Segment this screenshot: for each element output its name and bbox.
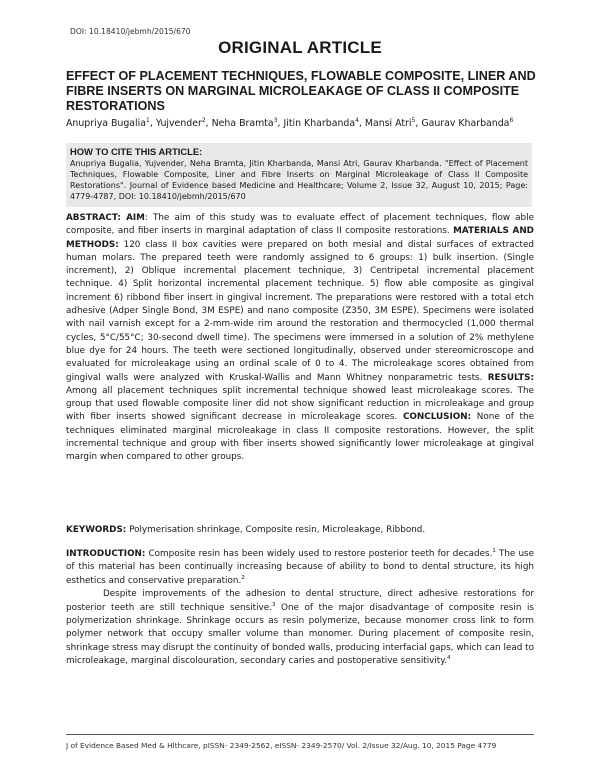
- author-name: Yujvender: [155, 118, 202, 130]
- author-name: Gaurav Kharbanda: [421, 118, 510, 130]
- page-footer: J of Evidence Based Med & Hlthcare, pISSN- 2349-2562, eISSN- 2349-2570/ Vol. 2/Issue 32/Aug. 10, 2015 Page 4779: [66, 741, 497, 750]
- abstract-label: ABSTRACT:: [66, 213, 121, 223]
- intro-text: One of the major disadvantage of composite resin is polymerization shrinkage. Shrinkage occurs as resin polymerize, because monomer cross link to form polymer network that occupy smaller volume than monomer. During placement of composite resin, shrinkage stress may disrupt the continuity of bonded walls, producing interfacial gaps, which can lead to microleakage, marginal discolouration, secondary caries and postoperative sensitivity.: [66, 602, 534, 667]
- doi-line: DOI: 10.18410/jebmh/2015/670: [70, 27, 191, 36]
- methods-text: 120 class II box cavities were prepared on both mesial and distal surfaces of extracted human molars. The prepared teeth were randomly assigned to 6 groups: 1) bulk insertion. (Single increment), 2) Oblique incremental placement technique, 3) Centripetal incremental placement technique. 4) Split horizontal incremental placement technique. 5) flow able composite as gingival increment 6) ribbond fiber insert in gingival increment. The preparations were restored with a total etch adhesive (Adper Single Bond, 3M ESPE) and nano composite (Z350, 3M ESPE). Specimens were isolated with nail varnish except for a 2-mm-wide rim around the restoration and thermocycled (1,000 thermal cycles, 5°C/55°C; 30-second dwell time). The specimens were immersed in a solution of 2% methylene blue dye for 24 hours. The teeth were sectioned longitudinally, observed under stereomicroscope and evaluated for microleakage using an ordinal scale of 0 to 4. The microleakage scores obtained from gingival walls were analyzed with Kruskal-Wallis and Mann Whitney nonparametric tests.: [66, 239, 535, 383]
- author-affiliation: 2: [201, 117, 206, 124]
- aim-label: AIM: [126, 213, 145, 223]
- author-affiliation: 5: [411, 117, 416, 124]
- author-affiliation: 3: [273, 117, 278, 124]
- author-list: Anupriya Bugalia$^1$, Yujvender$^2$, Neha Bramta$^3$, Jitin Kharbanda$^4$, Mansi Atri$^5$, Gaurav Kharbanda$^6$: [66, 117, 514, 130]
- introduction-label: INTRODUCTION:: [66, 549, 146, 559]
- conclusion-text: None of the techniques eliminated marginal microleakage in class II composite restorations. However, the split incremental technique and group with fiber inserts showed significantly lower microleakage at gingival margin when compared to other groups.: [66, 412, 534, 463]
- reference-marker: 1: [492, 548, 496, 555]
- citation-text: Anupriya Bugalia, Yujvender, Neha Bramta, Jitin Kharbanda, Mansi Atri, Gaurav Kharbanda. "Effect of Placement Techniques, Flowable Composite, Liner and Fibre Inserts on Marginal Microleakage of Class II Composite Restorations". Journal of Evidence based Medicine and Healthcare; Volume 2, Issue 32, August 10, 2015; Page: 4779-4787, DOI: 10.18410/jebmh/2015/670: [70, 159, 528, 202]
- reference-marker: 4: [447, 655, 451, 662]
- author-name: Mansi Atri: [364, 118, 412, 130]
- results-text: Among all placement techniques split incremental technique showed least microleakage scores. The group that used flowable composite liner did not show significant reduction in microleakage and group with fiber inserts showed significant decrease in microleakage scores.: [66, 385, 534, 423]
- footer-divider: [66, 734, 534, 735]
- keywords-text: Polymerisation shrinkage, Composite resin, Microleakage, Ribbond.: [129, 525, 426, 535]
- author-name: Neha Bramta: [211, 118, 274, 130]
- methods-label: MATERIALS AND METHODS:: [66, 226, 534, 250]
- intro-text: The use of this material has been continually increasing because of ability to bond to dental structure, its high esthetics and conservative preparation.: [66, 549, 535, 586]
- citation-heading: HOW TO CITE THIS ARTICLE:: [70, 146, 203, 157]
- conclusion-label: CONCLUSION:: [402, 412, 472, 423]
- introduction: [66, 548, 534, 669]
- citation-box: [66, 143, 532, 207]
- article-title: EFFECT OF PLACEMENT TECHNIQUES, FLOWABLE COMPOSITE, LINER AND FIBRE INSERTS ON MARGINAL MICROLEAKAGE OF CLASS II COMPOSITE RESTORATIONS: [66, 69, 536, 113]
- abstract: [66, 212, 534, 465]
- aim-text: : The aim of this study was to evaluate effect of placement techniques, flow able composite, and fiber inserts in marginal adaptation of class II composite restorations.: [66, 213, 534, 237]
- intro-text: Composite resin has been widely used to restore posterior teeth for decades.: [148, 549, 493, 559]
- intro-paragraph-1: [66, 548, 534, 588]
- author-name: Jitin Kharbanda: [283, 118, 356, 130]
- keywords-label: KEYWORDS:: [66, 525, 127, 535]
- intro-paragraph-2: [66, 588, 534, 668]
- reference-marker: 3: [271, 601, 276, 608]
- results-label: RESULTS:: [487, 372, 535, 383]
- intro-text: Despite improvements of the adhesion to dental structure, direct adhesive restorations for posterior teeth are still technique sensitive.: [66, 589, 534, 613]
- keywords: [66, 524, 534, 537]
- reference-marker: 2: [241, 574, 245, 581]
- author-affiliation: 6: [509, 117, 514, 124]
- article-type-heading: ORIGINAL ARTICLE: [218, 38, 382, 57]
- author-name: Anupriya Bugalia: [66, 118, 147, 130]
- author-affiliation: 4: [355, 117, 359, 124]
- author-affiliation: 1: [146, 117, 150, 124]
